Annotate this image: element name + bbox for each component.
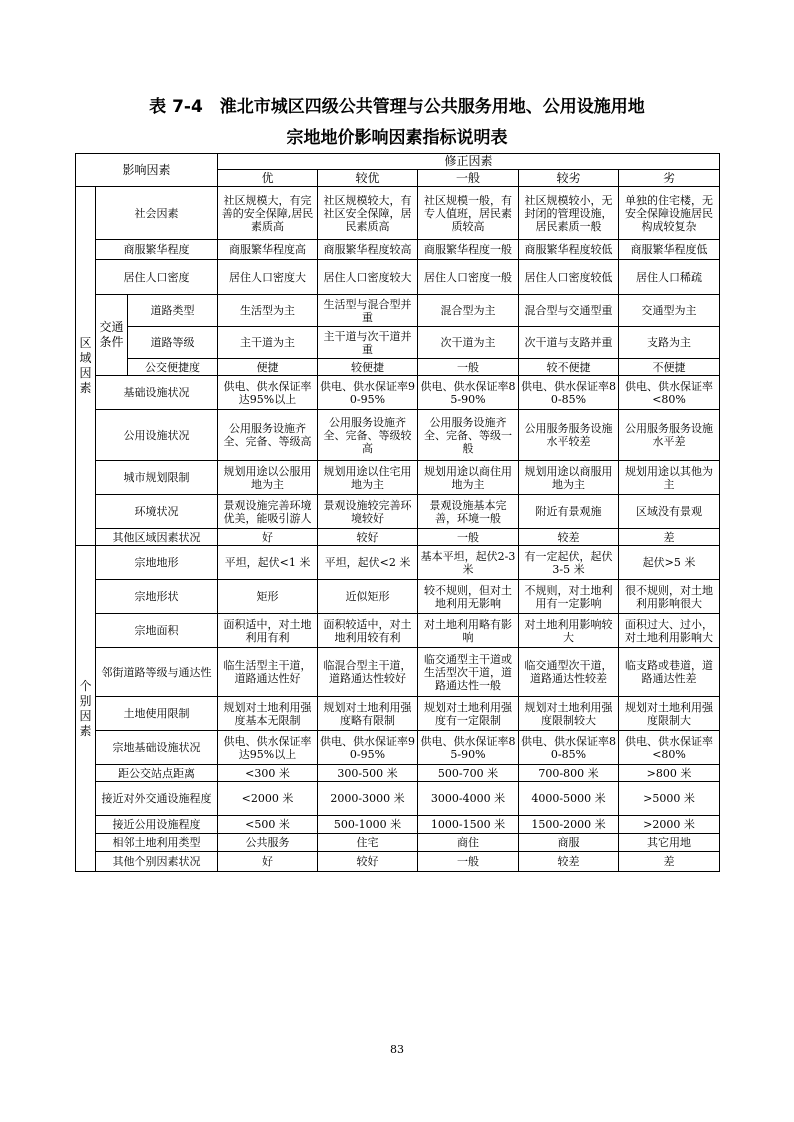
row-label: 公用设施状况	[96, 410, 218, 461]
table-cell: 临交通型次干道，道路通达性较差	[519, 648, 619, 697]
table-cell: 500-1000 米	[318, 816, 418, 834]
table-cell: 面积过大、过小，对土地利用影响大	[619, 614, 720, 648]
table-cell: 社区规模较小，无封闭的管理设施，居民素质一般	[519, 187, 619, 240]
table-cell: 商服繁华程度一般	[418, 240, 519, 260]
table-row	[76, 782, 720, 816]
table-row	[76, 614, 720, 648]
table-cell: 景观设施完善环境优美，能吸引游人	[218, 495, 318, 529]
table-cell: 供电、供水保证率<80%	[619, 376, 720, 410]
table-cell: 规划用途以商服用地为主	[519, 461, 619, 495]
table-cell: 商服	[519, 834, 619, 852]
table-cell: 社区规模较大，有社区安全保障，居民素质高	[318, 187, 418, 240]
table-row	[76, 327, 720, 359]
header-level: 优	[218, 170, 318, 187]
table-cell: 对土地利用略有影响	[418, 614, 519, 648]
table-cell: 规划对土地利用强度略有限制	[318, 697, 418, 731]
table-row	[76, 376, 720, 410]
table-cell: 有一定起伏，起伏 3-5 米	[519, 546, 619, 580]
table-cell: 商服繁华程度较高	[318, 240, 418, 260]
table-cell: 好	[218, 529, 318, 546]
table-cell: 支路为主	[619, 327, 720, 359]
row-label: 距公交站点距离	[96, 765, 218, 782]
table-cell: 供电、供水保证率90-95%	[318, 731, 418, 765]
table-cell: 生活型为主	[218, 295, 318, 327]
table-cell: >5000 米	[619, 782, 720, 816]
row-label: 邻街道路等级与通达性	[96, 648, 218, 697]
table-cell: 一般	[418, 852, 519, 872]
table-cell: 起伏>5 米	[619, 546, 720, 580]
row-label: 环境状况	[96, 495, 218, 529]
table-cell: 一般	[418, 529, 519, 546]
header-level: 较劣	[519, 170, 619, 187]
table-cell: 生活型与混合型并重	[318, 295, 418, 327]
table-cell: 1000-1500 米	[418, 816, 519, 834]
table-cell: 规划用途以其他为主	[619, 461, 720, 495]
table-row	[76, 697, 720, 731]
table-cell: 规划对土地利用强度基本无限制	[218, 697, 318, 731]
table-cell: 居住人口密度大	[218, 260, 318, 295]
row-label: 相邻土地利用类型	[96, 834, 218, 852]
table-row	[76, 359, 720, 376]
table-cell: 主干道与次干道并重	[318, 327, 418, 359]
table-cell: 较差	[519, 529, 619, 546]
group-traffic: 交通条件	[96, 295, 128, 376]
table-cell: 供电、供水保证率90-95%	[318, 376, 418, 410]
table-cell: 平坦，起伏<1 米	[218, 546, 318, 580]
row-label: 宗地地形	[96, 546, 218, 580]
factor-table	[75, 153, 720, 872]
table-cell: 临混合型主干道，道路通达性较好	[318, 648, 418, 697]
table-title: 表 7-4 淮北市城区四级公共管理与公共服务用地、公用设施用地	[149, 97, 645, 117]
table-cell: 700-800 米	[519, 765, 619, 782]
table-cell: 差	[619, 529, 720, 546]
table-row	[76, 816, 720, 834]
table-cell: 公用服务设施齐全、完备、等级较高	[318, 410, 418, 461]
table-cell: 景观设施基本完善，环境一般	[418, 495, 519, 529]
table-cell: 公共服务	[218, 834, 318, 852]
row-label: 接近对外交通设施程度	[96, 782, 218, 816]
table-cell: 规划对土地利用强度有一定限制	[418, 697, 519, 731]
table-cell: <300 米	[218, 765, 318, 782]
table-row	[76, 461, 720, 495]
table-cell: 2000-3000 米	[318, 782, 418, 816]
table-cell: 面积较适中，对土地利用较有利	[318, 614, 418, 648]
table-cell: 平坦，起伏<2 米	[318, 546, 418, 580]
header-factor: 影响因素	[76, 154, 218, 187]
row-label: 城市规划限制	[96, 461, 218, 495]
table-cell: 供电、供水保证率85-90%	[418, 376, 519, 410]
table-row	[76, 529, 720, 546]
group-regional: 区域因素	[76, 187, 96, 546]
table-cell: 供电、供水保证率<80%	[619, 731, 720, 765]
table-cell: 供电、供水保证率85-90%	[418, 731, 519, 765]
row-label: 公交便捷度	[128, 359, 218, 376]
table-cell: 社区规模大，有完善的安全保障,居民素质高	[218, 187, 318, 240]
table-row	[76, 495, 720, 529]
table-row	[76, 546, 720, 580]
table-cell: 公用服务设施齐全、完备、等级高	[218, 410, 318, 461]
table-row	[76, 765, 720, 782]
table-cell: 矩形	[218, 580, 318, 614]
table-cell: 临支路或巷道，道路通达性差	[619, 648, 720, 697]
table-cell: 供电、供水保证率80-85%	[519, 376, 619, 410]
row-label: 宗地形状	[96, 580, 218, 614]
table-cell: 一般	[418, 359, 519, 376]
page-number: 83	[390, 1043, 404, 1056]
table-cell: 商服繁华程度低	[619, 240, 720, 260]
table-cell: <500 米	[218, 816, 318, 834]
header-level: 一般	[418, 170, 519, 187]
table-cell: 混合型为主	[418, 295, 519, 327]
table-cell: 对土地利用影响较大	[519, 614, 619, 648]
table-cell: 规划对土地利用强度限制大	[619, 697, 720, 731]
table-cell: 商住	[418, 834, 519, 852]
table-cell: <2000 米	[218, 782, 318, 816]
table-cell: 区域没有景观	[619, 495, 720, 529]
row-label: 道路等级	[128, 327, 218, 359]
row-label: 其他个别因素状况	[96, 852, 218, 872]
table-cell: 其它用地	[619, 834, 720, 852]
table-cell: 混合型与交通型重	[519, 295, 619, 327]
table-cell: 较差	[519, 852, 619, 872]
table-cell: 次干道为主	[418, 327, 519, 359]
table-cell: 近似矩形	[318, 580, 418, 614]
table-cell: >2000 米	[619, 816, 720, 834]
table-cell: 差	[619, 852, 720, 872]
table-row	[76, 852, 720, 872]
table-row	[76, 187, 720, 240]
table-cell: 供电、供水保证率80-85%	[519, 731, 619, 765]
table-cell: 次干道与支路并重	[519, 327, 619, 359]
row-label: 基础设施状况	[96, 376, 218, 410]
table-cell: 较不规则，但对土地利用无影响	[418, 580, 519, 614]
table-cell: 临生活型主干道，道路通达性好	[218, 648, 318, 697]
header-level: 劣	[619, 170, 720, 187]
table-cell: 规划用途以公服用地为主	[218, 461, 318, 495]
table-row	[76, 648, 720, 697]
row-label: 道路类型	[128, 295, 218, 327]
table-cell: 社区规模一般，有专人值班，居民素质较高	[418, 187, 519, 240]
table-subtitle: 宗地地价影响因素指标说明表	[286, 128, 508, 148]
header-correction: 修正因素	[218, 154, 720, 170]
table-cell: 附近有景观施	[519, 495, 619, 529]
table-cell: 较好	[318, 852, 418, 872]
table-cell: 不规则，对土地利用有一定影响	[519, 580, 619, 614]
table-row	[76, 240, 720, 260]
table-cell: 便捷	[218, 359, 318, 376]
table-cell: 规划用途以住宅用地为主	[318, 461, 418, 495]
table-cell: 公用服务设施齐全、完备、等级一般	[418, 410, 519, 461]
table-cell: 基本平坦，起伏2-3 米	[418, 546, 519, 580]
table-cell: 面积适中，对土地利用有利	[218, 614, 318, 648]
table-cell: 公用服务服务设施水平较差	[519, 410, 619, 461]
table-cell: 较不便捷	[519, 359, 619, 376]
row-label: 社会因素	[96, 187, 218, 240]
table-row	[76, 580, 720, 614]
table-cell: 居住人口稀疏	[619, 260, 720, 295]
row-label: 其他区域因素状况	[96, 529, 218, 546]
table-cell: 商服繁华程度较低	[519, 240, 619, 260]
table-cell: 300-500 米	[318, 765, 418, 782]
row-label: 商服繁华程度	[96, 240, 218, 260]
table-cell: 单独的住宅楼，无安全保障设施居民构成较复杂	[619, 187, 720, 240]
row-label: 土地使用限制	[96, 697, 218, 731]
table-cell: 景观设施较完善环境较好	[318, 495, 418, 529]
table-cell: 不便捷	[619, 359, 720, 376]
table-cell: 公用服务服务设施水平差	[619, 410, 720, 461]
table-cell: 供电、供水保证率达95%以上	[218, 376, 318, 410]
table-cell: 很不规则，对土地利用影响很大	[619, 580, 720, 614]
table-cell: 规划用途以商住用地为主	[418, 461, 519, 495]
table-cell: 500-700 米	[418, 765, 519, 782]
table-row	[76, 834, 720, 852]
table-cell: 1500-2000 米	[519, 816, 619, 834]
row-label: 居住人口密度	[96, 260, 218, 295]
row-label: 宗地基础设施状况	[96, 731, 218, 765]
table-cell: 4000-5000 米	[519, 782, 619, 816]
table-cell: 3000-4000 米	[418, 782, 519, 816]
table-cell: 规划对土地利用强度限制较大	[519, 697, 619, 731]
table-cell: 较便捷	[318, 359, 418, 376]
table-cell: 商服繁华程度高	[218, 240, 318, 260]
table-cell: 居住人口密度较低	[519, 260, 619, 295]
table-cell: 较好	[318, 529, 418, 546]
table-cell: 交通型为主	[619, 295, 720, 327]
table-cell: 居住人口密度较大	[318, 260, 418, 295]
table-cell: >800 米	[619, 765, 720, 782]
row-label: 宗地面积	[96, 614, 218, 648]
table-row	[76, 410, 720, 461]
group-individual: 个别因素	[76, 546, 96, 872]
table-row	[76, 731, 720, 765]
table-row	[76, 260, 720, 295]
row-label: 接近公用设施程度	[96, 816, 218, 834]
table-cell: 供电、供水保证率达95%以上	[218, 731, 318, 765]
table-cell: 住宅	[318, 834, 418, 852]
table-row	[76, 295, 720, 327]
table-cell: 好	[218, 852, 318, 872]
table-cell: 主干道为主	[218, 327, 318, 359]
header-level: 较优	[318, 170, 418, 187]
table-cell: 临交通型主干道或生活型次干道，道路通达性一般	[418, 648, 519, 697]
table-cell: 居住人口密度一般	[418, 260, 519, 295]
